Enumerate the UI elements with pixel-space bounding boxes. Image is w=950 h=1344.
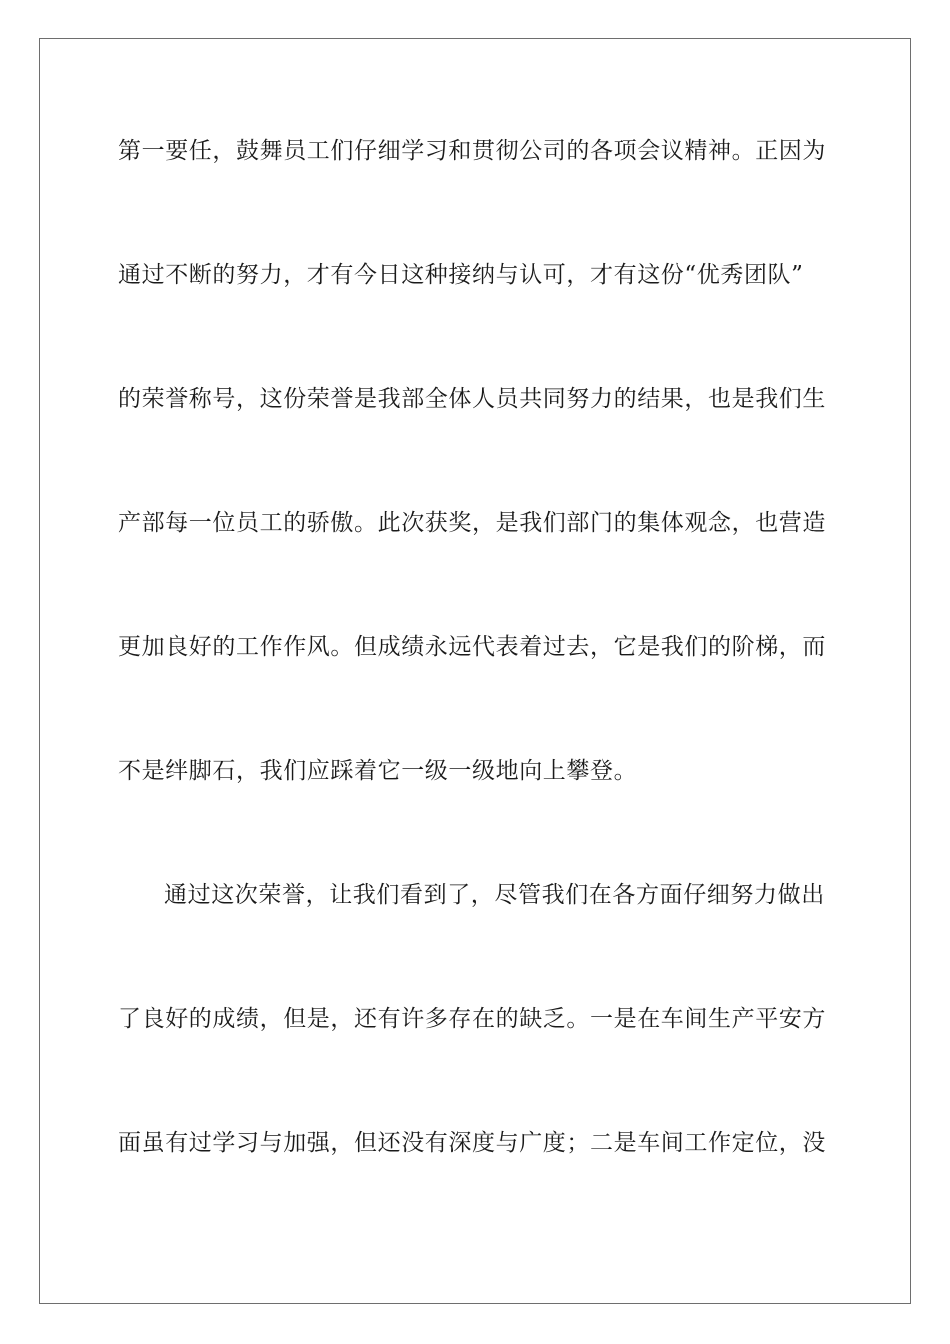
text-line: 面虽有过学习与加强，但还没有深度与广度；二是车间工作定位，没	[118, 1130, 826, 1156]
page-border	[39, 38, 911, 1304]
paragraph-start-line: 通过这次荣誉，让我们看到了，尽管我们在各方面仔细努力做出	[164, 882, 825, 908]
text-line: 第一要任，鼓舞员工们仔细学习和贯彻公司的各项会议精神。正因为	[118, 138, 826, 164]
text-line: 通过不断的努力，才有今日这种接纳与认可，才有这份“优秀团队”	[118, 262, 804, 288]
text-line: 了良好的成绩，但是，还有许多存在的缺乏。一是在车间生产平安方	[118, 1006, 826, 1032]
text-line: 产部每一位员工的骄傲。此次获奖，是我们部门的集体观念，也营造	[118, 510, 826, 536]
text-line: 不是绊脚石，我们应踩着它一级一级地向上攀登。	[118, 758, 638, 784]
text-line: 的荣誉称号，这份荣誉是我部全体人员共同努力的结果，也是我们生	[118, 386, 826, 412]
text-line: 更加良好的工作作风。但成绩永远代表着过去，它是我们的阶梯，而	[118, 634, 826, 660]
